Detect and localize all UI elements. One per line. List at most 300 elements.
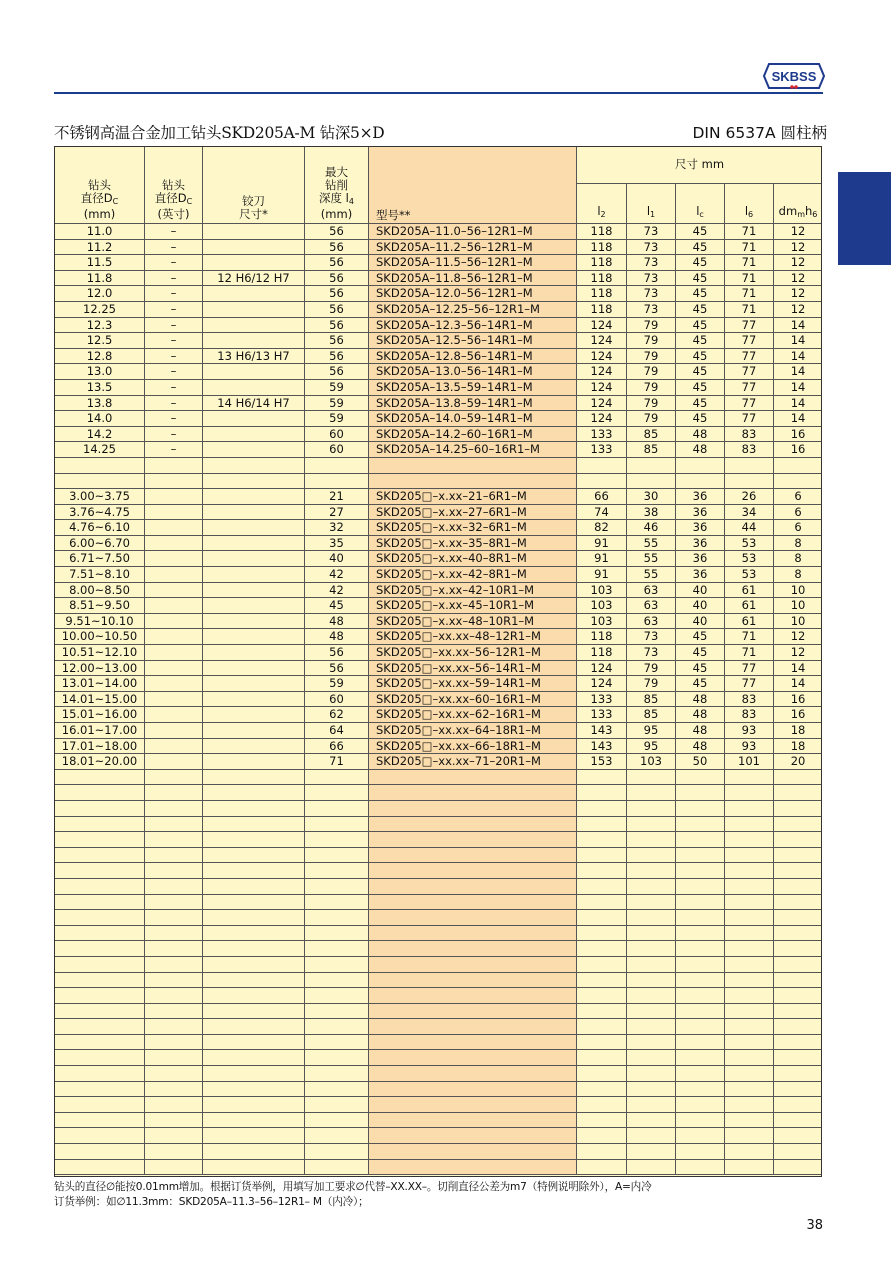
cell-l1: 85 [627,707,676,723]
cell-reamer [203,691,305,707]
cell-l1 [627,988,676,1004]
cell-l2: 124 [577,364,627,380]
cell-model: SKD205□–xx.xx–64–18R1–M [369,723,577,739]
cell-l6: 83 [725,426,774,442]
cell-lc: 45 [676,645,725,661]
cell-dc-mm: 12.25 [55,301,145,317]
cell-l1: 63 [627,613,676,629]
cell-dm [774,910,823,926]
cell-depth: 56 [305,255,369,271]
cell-dm: 14 [774,411,823,427]
cell-dc-mm: 10.00~10.50 [55,629,145,645]
cell-l6: 53 [725,551,774,567]
cell-dc-mm [55,863,145,879]
cell-reamer [203,878,305,894]
cell-l2: 66 [577,489,627,505]
cell-lc: 36 [676,520,725,536]
cell-reamer [203,1144,305,1160]
cell-l1: 95 [627,738,676,754]
cell-dc-inch [145,504,203,520]
cell-dc-mm: 11.5 [55,255,145,271]
cell-reamer [203,1097,305,1113]
cell-model [369,473,577,489]
cell-l1: 55 [627,567,676,583]
cell-dc-inch [145,723,203,739]
cell-depth [305,1003,369,1019]
cell-lc: 36 [676,551,725,567]
cell-dc-inch [145,878,203,894]
cell-lc [676,1159,725,1175]
cell-l6: 61 [725,613,774,629]
cell-model: SKD205A–14.2–60–16R1–M [369,426,577,442]
cell-lc [676,1066,725,1082]
cell-dc-inch [145,754,203,770]
cell-dm [774,925,823,941]
cell-l2 [577,816,627,832]
cell-lc: 45 [676,301,725,317]
cell-dc-mm: 12.0 [55,286,145,302]
cell-reamer [203,255,305,271]
cell-l1: 63 [627,582,676,598]
cell-dm: 12 [774,645,823,661]
cell-reamer [203,442,305,458]
cell-l1 [627,910,676,926]
cell-lc [676,863,725,879]
cell-depth: 56 [305,270,369,286]
cell-l2: 124 [577,395,627,411]
table-row [55,1050,823,1066]
cell-l6 [725,941,774,957]
cell-model [369,894,577,910]
cell-l2: 103 [577,582,627,598]
cell-l2: 91 [577,567,627,583]
cell-dm: 12 [774,629,823,645]
cell-l2: 143 [577,723,627,739]
cell-l6 [725,785,774,801]
cell-dc-inch [145,785,203,801]
cell-depth: 60 [305,442,369,458]
cell-model: SKD205□–xx.xx–60–16R1–M [369,691,577,707]
cell-l6: 61 [725,598,774,614]
cell-dc-mm [55,785,145,801]
cell-l1 [627,1159,676,1175]
cell-lc [676,1019,725,1035]
cell-reamer [203,301,305,317]
cell-l2 [577,878,627,894]
cell-reamer [203,224,305,240]
table-row [55,411,823,427]
cell-model: SKD205A–11.2–56–12R1–M [369,239,577,255]
cell-dm [774,473,823,489]
cell-dm: 20 [774,754,823,770]
cell-dm [774,1066,823,1082]
notes [54,1180,651,1210]
cell-reamer [203,707,305,723]
cell-l6 [725,769,774,785]
cell-dc-mm [55,769,145,785]
cell-dm [774,941,823,957]
note-line-2: 订货举例：如∅11.3mm：SKD205A–11.3–56–12R1– M（内冷）； [54,1196,369,1208]
table-row [55,660,823,676]
cell-depth [305,473,369,489]
table-row [55,816,823,832]
cell-model [369,1066,577,1082]
col-dc-mm: 钻头 直径$D_C$ (mm) [55,147,145,224]
cell-l6 [725,863,774,879]
cell-model [369,1050,577,1066]
cell-dm [774,1019,823,1035]
cell-dc-inch: – [145,270,203,286]
table-row [55,364,823,380]
table-row [55,894,823,910]
cell-dc-inch [145,816,203,832]
cell-l2: 133 [577,707,627,723]
cell-dc-mm [55,1128,145,1144]
cell-reamer [203,535,305,551]
cell-l2: 124 [577,348,627,364]
cell-dm: 16 [774,442,823,458]
cell-dm: 10 [774,582,823,598]
cell-l2 [577,769,627,785]
table-row [55,785,823,801]
cell-dc-mm: 11.0 [55,224,145,240]
cell-l6 [725,1003,774,1019]
cell-l1 [627,878,676,894]
cell-model: SKD205□–xx.xx–56–12R1–M [369,645,577,661]
cell-depth [305,1066,369,1082]
cell-dm: 8 [774,535,823,551]
cell-depth [305,769,369,785]
cell-model [369,847,577,863]
cell-lc [676,1034,725,1050]
table-row [55,255,823,271]
cell-l2 [577,1081,627,1097]
cell-depth: 60 [305,426,369,442]
cell-l1 [627,1019,676,1035]
table-row [55,988,823,1004]
cell-l6 [725,1112,774,1128]
cell-lc: 45 [676,395,725,411]
cell-l6 [725,1019,774,1035]
cell-l2 [577,832,627,848]
cell-depth: 56 [305,333,369,349]
table-row [55,567,823,583]
cell-dm: 18 [774,723,823,739]
cell-reamer [203,988,305,1004]
cell-dc-inch [145,567,203,583]
cell-dc-inch [145,613,203,629]
cell-dc-mm: 12.3 [55,317,145,333]
cell-lc: 50 [676,754,725,770]
cell-lc [676,457,725,473]
cell-dc-mm: 13.01~14.00 [55,676,145,692]
cell-l2 [577,1050,627,1066]
cell-reamer [203,1159,305,1175]
cell-l1: 73 [627,645,676,661]
cell-dc-inch: – [145,348,203,364]
cell-reamer [203,489,305,505]
cell-l6: 93 [725,723,774,739]
cell-dm [774,847,823,863]
cell-reamer [203,723,305,739]
cell-dc-mm [55,800,145,816]
page-number: 38 [806,1218,823,1233]
cell-l2 [577,847,627,863]
cell-l2: 133 [577,691,627,707]
cell-reamer [203,333,305,349]
cell-l1: 30 [627,489,676,505]
cell-l6: 34 [725,504,774,520]
col-dims: 尺寸 mm [577,147,823,184]
table-row [55,598,823,614]
cell-model: SKD205A–13.8–59–14R1–M [369,395,577,411]
cell-depth: 56 [305,348,369,364]
cell-l2: 124 [577,676,627,692]
cell-l6: 77 [725,333,774,349]
cell-l2 [577,800,627,816]
cell-dc-inch [145,1112,203,1128]
cell-l6: 71 [725,224,774,240]
spec-table [54,146,822,1175]
cell-l1 [627,972,676,988]
cell-l2: 124 [577,333,627,349]
cell-dc-inch: – [145,255,203,271]
cell-reamer [203,941,305,957]
cell-dm [774,863,823,879]
cell-model: SKD205A–12.8–56–14R1–M [369,348,577,364]
cell-l1 [627,1003,676,1019]
cell-dc-mm [55,878,145,894]
cell-dc-inch [145,1128,203,1144]
cell-reamer [203,598,305,614]
cell-depth: 42 [305,567,369,583]
cell-depth: 56 [305,660,369,676]
cell-l2: 153 [577,754,627,770]
cell-depth [305,925,369,941]
cell-dm [774,1159,823,1175]
cell-dm: 14 [774,395,823,411]
table-row [55,1159,823,1175]
cell-depth: 32 [305,520,369,536]
cell-l6 [725,1050,774,1066]
cell-depth [305,1050,369,1066]
cell-l2: 118 [577,286,627,302]
cell-lc [676,1112,725,1128]
cell-l1: 79 [627,379,676,395]
table-row [55,832,823,848]
cell-depth: 45 [305,598,369,614]
cell-model [369,1112,577,1128]
cell-reamer [203,1112,305,1128]
cell-l1 [627,863,676,879]
cell-reamer: 12 H6/12 H7 [203,270,305,286]
cell-depth: 59 [305,676,369,692]
cell-depth: 27 [305,504,369,520]
standard-label: DIN 6537A 圆柱柄 [692,124,827,142]
cell-dm [774,785,823,801]
cell-l6 [725,972,774,988]
cell-l2: 91 [577,551,627,567]
cell-dm [774,1081,823,1097]
cell-l6: 53 [725,567,774,583]
table-row [55,1003,823,1019]
col-model: 型号** [369,147,577,224]
cell-reamer [203,925,305,941]
cell-depth [305,863,369,879]
cell-dc-inch [145,582,203,598]
cell-depth: 59 [305,411,369,427]
cell-reamer [203,1128,305,1144]
cell-dc-inch [145,925,203,941]
cell-l2 [577,941,627,957]
cell-depth [305,1081,369,1097]
cell-dc-mm: 12.00~13.00 [55,660,145,676]
table-row [55,723,823,739]
cell-l2: 118 [577,224,627,240]
cell-dc-inch: – [145,317,203,333]
cell-l6: 83 [725,691,774,707]
cell-dm [774,816,823,832]
cell-dc-mm: 15.01~16.00 [55,707,145,723]
cell-l1 [627,894,676,910]
cell-model [369,925,577,941]
cell-dm: 16 [774,707,823,723]
cell-dc-mm [55,816,145,832]
cell-dm [774,800,823,816]
cell-dm: 14 [774,379,823,395]
cell-dc-inch [145,941,203,957]
cell-lc: 36 [676,489,725,505]
cell-model: SKD205□–xx.xx–56–14R1–M [369,660,577,676]
cell-l1 [627,1097,676,1113]
cell-reamer [203,972,305,988]
table-row [55,800,823,816]
table-row [55,847,823,863]
cell-lc: 40 [676,582,725,598]
cell-dc-inch [145,863,203,879]
cell-reamer [203,910,305,926]
cell-l6: 83 [725,707,774,723]
cell-l6: 71 [725,239,774,255]
cell-model: SKD205□–xx.xx–62–16R1–M [369,707,577,723]
cell-l6: 61 [725,582,774,598]
cell-reamer [203,1019,305,1035]
cell-lc [676,800,725,816]
cell-dm [774,1097,823,1113]
cell-dc-inch [145,972,203,988]
cell-l2 [577,1034,627,1050]
cell-lc: 45 [676,333,725,349]
cell-lc: 45 [676,629,725,645]
skbss-logo [763,62,825,90]
cell-reamer [203,800,305,816]
cell-lc [676,785,725,801]
cell-depth [305,800,369,816]
cell-dc-mm [55,1081,145,1097]
cell-reamer [203,676,305,692]
cell-dm: 8 [774,551,823,567]
cell-l6: 71 [725,286,774,302]
spec-table-body [55,224,823,1175]
table-row [55,941,823,957]
cell-depth [305,1159,369,1175]
cell-dc-inch: – [145,442,203,458]
cell-l6: 77 [725,379,774,395]
logo-text: SKBSS [771,69,817,84]
cell-depth: 56 [305,239,369,255]
cell-reamer: 14 H6/14 H7 [203,395,305,411]
cell-dm: 14 [774,676,823,692]
cell-l1: 79 [627,676,676,692]
cell-l2: 74 [577,504,627,520]
cell-depth: 64 [305,723,369,739]
cell-reamer [203,1003,305,1019]
cell-dc-inch: – [145,301,203,317]
cell-model [369,769,577,785]
cell-model: SKD205A–13.5–59–14R1–M [369,379,577,395]
table-row [55,301,823,317]
cell-reamer [203,364,305,380]
cell-dc-inch [145,520,203,536]
cell-dc-mm [55,910,145,926]
cell-dc-inch [145,457,203,473]
cell-dm: 12 [774,255,823,271]
cell-l6: 53 [725,535,774,551]
cell-lc [676,1144,725,1160]
cell-l6: 77 [725,364,774,380]
cell-l6: 77 [725,411,774,427]
cell-dc-mm: 13.5 [55,379,145,395]
table-row [55,691,823,707]
table-row [55,239,823,255]
cell-depth: 48 [305,613,369,629]
cell-l6: 26 [725,489,774,505]
cell-dm [774,1034,823,1050]
cell-dm: 12 [774,239,823,255]
cell-l1: 73 [627,224,676,240]
cell-l1: 73 [627,301,676,317]
cell-dm: 6 [774,520,823,536]
cell-lc [676,972,725,988]
table-row [55,676,823,692]
col-lc: $l_c$ [676,184,725,224]
table-row [55,473,823,489]
cell-model: SKD205A–11.0–56–12R1–M [369,224,577,240]
cell-dc-mm [55,847,145,863]
cell-dm [774,972,823,988]
cell-dc-mm: 13.0 [55,364,145,380]
cell-dm: 6 [774,489,823,505]
cell-reamer [203,754,305,770]
cell-lc [676,878,725,894]
cell-model: SKD205A–14.0–59–14R1–M [369,411,577,427]
cell-l2 [577,1019,627,1035]
col-dc-inch: 钻头 直径$D_C$ (英寸) [145,147,203,224]
cell-l2: 118 [577,270,627,286]
cell-dc-inch [145,1019,203,1035]
cell-l1: 79 [627,660,676,676]
cell-lc: 40 [676,598,725,614]
cell-depth [305,878,369,894]
cell-model [369,1019,577,1035]
cell-reamer [203,769,305,785]
cell-model: SKD205A–14.25–60–16R1–M [369,442,577,458]
table-row [55,286,823,302]
cell-model: SKD205A–12.25–56–12R1–M [369,301,577,317]
cell-depth: 56 [305,645,369,661]
table-row [55,629,823,645]
cell-dc-mm: 12.8 [55,348,145,364]
